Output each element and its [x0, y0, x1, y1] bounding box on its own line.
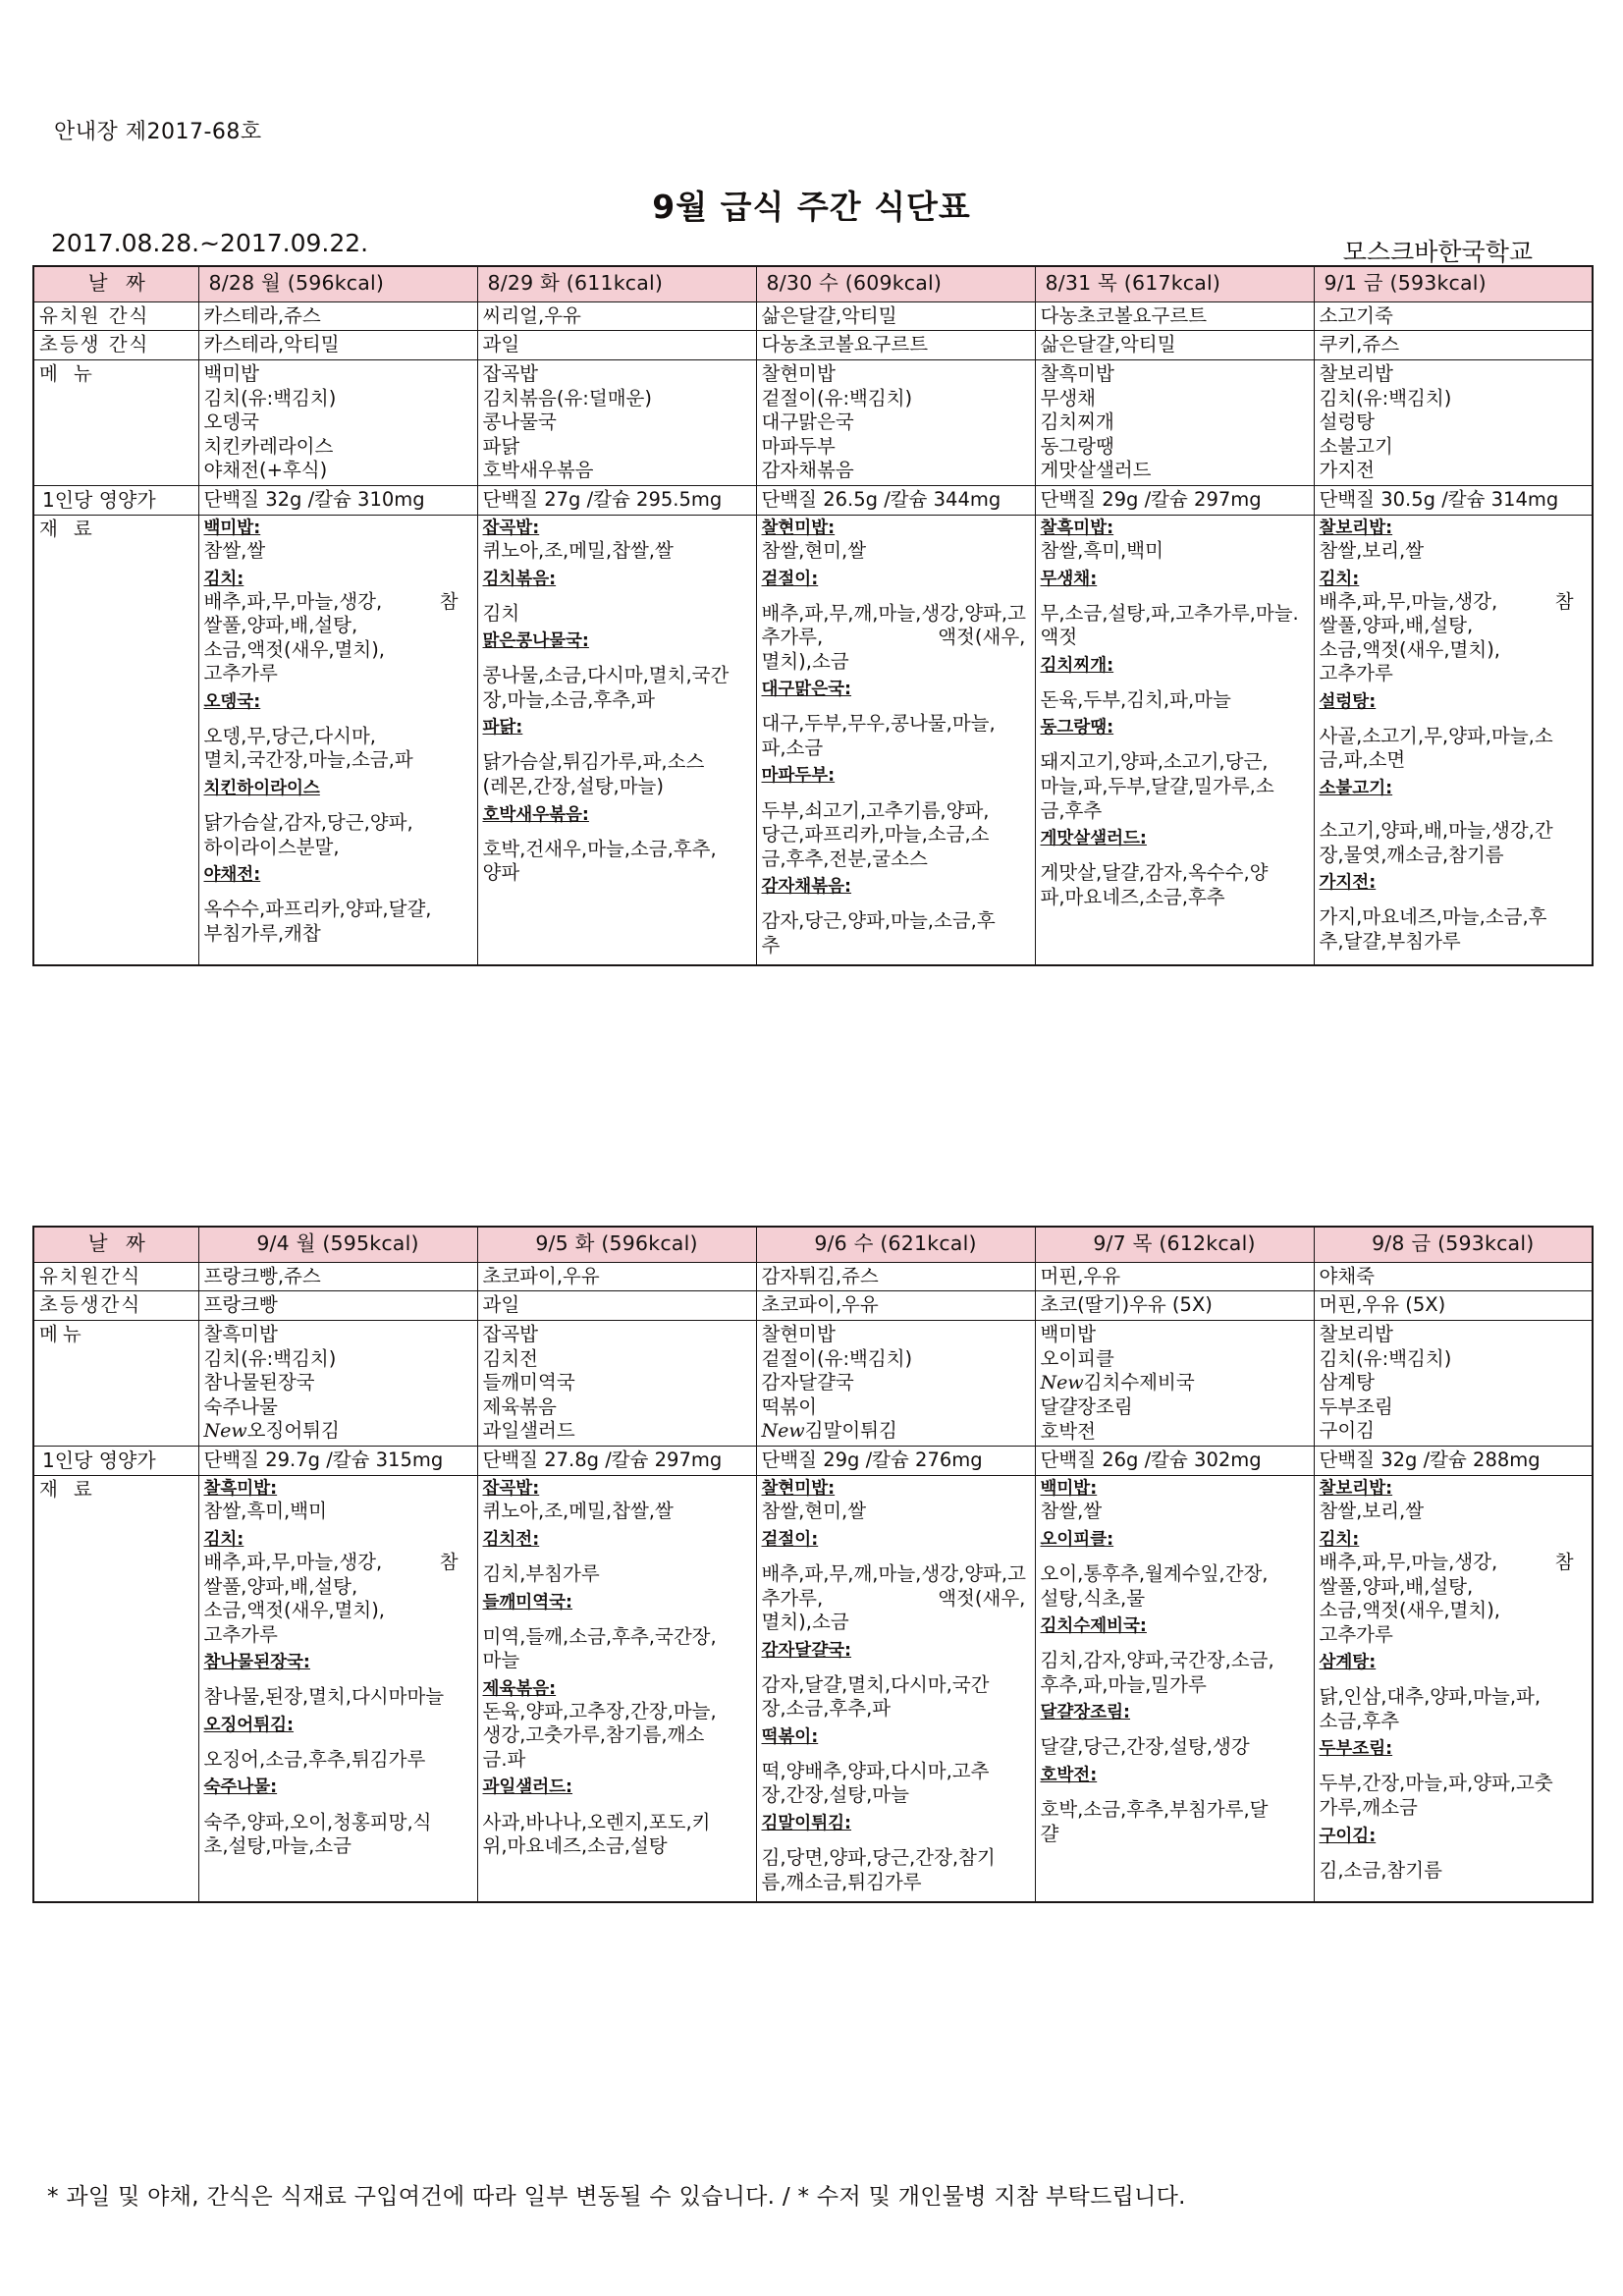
ingredient-list: 배추,파,무,마늘,생강, 참쌀풀,양파,배,설탕, 소금,액젓(새우,멸치), 고추가루: [203, 589, 459, 685]
column-header-date: 날 짜: [33, 266, 198, 301]
kindergarten-snack-day-4: 머핀,우유: [1035, 1262, 1314, 1291]
ingredient-dish-name: 야채전:: [203, 865, 261, 886]
ingredient-list: 사과,바나나,오렌지,포도,키 위,마요네즈,소금,설탕: [482, 1810, 711, 1858]
ingredient-list: 퀴노아,조,메밀,찹쌀,쌀: [482, 539, 674, 562]
menu-item: 오뎅국: [203, 410, 260, 434]
nutrition-day-3: 단백질 29g /칼슘 276mg: [756, 1447, 1035, 1476]
elementary-snack-day-2: 과일: [477, 331, 756, 360]
ingredient-list: 두부,간장,마늘,파,양파,고춧 가루,깨소금: [1319, 1772, 1553, 1820]
menu-item: 백미밥: [203, 361, 260, 385]
menu-day-5: [1314, 1320, 1593, 1446]
week2-menu-table: [32, 1226, 1594, 1903]
ingredient-list: 배추,파,무,마늘,생강, 참쌀풀,양파,배,설탕, 소금,액젓(새우,멸치), 고추가루: [1319, 589, 1574, 685]
ingredient-dish-name: 무생채:: [1040, 569, 1098, 589]
menu-item: 오이피클: [1040, 1346, 1114, 1370]
new-badge: New: [1040, 1372, 1084, 1394]
menu-item: 파닭: [482, 434, 520, 458]
ingredient-dish-name: 찰현미밥:: [761, 1479, 836, 1500]
ingredient-list: 게맛살,달걀,감자,옥수수,양 파,마요네즈,소금,후추: [1040, 861, 1269, 908]
ingredient-list: 배추,파,무,깨,마늘,생강,양파,고추가루, 액젓(새우,멸치),소금: [761, 1561, 1026, 1634]
ingredient-dish-name: 맑은콩나물국:: [482, 631, 589, 652]
elementary-snack-day-4: 삶은달걀,악티밀: [1035, 331, 1314, 360]
kindergarten-snack-day-1: 프랑크빵,쥬스: [198, 1262, 477, 1291]
ingredient-dish-name: 김치찌개:: [1040, 655, 1114, 676]
ingredient-list: 김치: [482, 601, 520, 625]
menu-item: 김치볶음(유:덜매운): [482, 386, 652, 410]
week1-menu-table: [32, 265, 1594, 966]
ingredient-dish-name: 김치:: [203, 569, 244, 589]
row-label-nutrition: 1인당 영양가: [33, 1447, 198, 1476]
ingredient-list: 달걀,당근,간장,설탕,생강: [1040, 1735, 1250, 1759]
menu-day-1: [198, 1320, 477, 1446]
ingredient-list: 김,소금,참기름: [1319, 1858, 1442, 1882]
menu-item: 호박새우볶음: [482, 459, 594, 482]
kindergarten-snack-row: [33, 1262, 1593, 1291]
ingredient-list: 소고기,양파,배,마늘,생강,간 장,물엿,깨소금,참기름: [1319, 819, 1553, 866]
ingredient-list: 배추,파,무,마늘,생강, 참쌀풀,양파,배,설탕, 소금,액젓(새우,멸치), 고추가루: [1319, 1550, 1574, 1646]
menu-item: 호박전: [1040, 1419, 1097, 1443]
ingredient-dish-name: 찰흑미밥:: [1040, 518, 1114, 538]
ingredient-list: 돼지고기,양파,소고기,당근, 마늘,파,두부,달걀,밀가루,소 금,후추: [1040, 750, 1274, 822]
column-header-date: 날 짜: [33, 1227, 198, 1262]
ingredient-list: 가지,마요네즈,마늘,소금,후 추,달걀,부침가루: [1319, 905, 1547, 953]
ingredient-dish-name: 김치:: [203, 1529, 244, 1550]
elementary-snack-day-4: 초코(딸기)우유 (5X): [1035, 1291, 1314, 1321]
ingredient-dish-name: 동그랑땡:: [1040, 718, 1114, 738]
new-badge: New: [203, 1420, 247, 1443]
ingredient-dish-name: 두부조림:: [1319, 1739, 1393, 1760]
menu-day-3: [756, 359, 1035, 485]
ingredient-list: 돈육,양파,고추장,간장,마늘, 생강,고춧가루,참기름,깨소 금.파: [482, 1699, 717, 1771]
ingredient-dish-name: 가지전:: [1319, 873, 1377, 894]
table-header-row: [33, 1227, 1593, 1262]
ingredient-list: 참쌀,흑미,백미: [1040, 539, 1163, 562]
ingredient-list: 배추,파,무,깨,마늘,생강,양파,고추가루, 액젓(새우,멸치),소금: [761, 601, 1026, 673]
menu-day-3: [756, 1320, 1035, 1446]
row-label-elementary-snack: 초등생간식: [33, 1291, 198, 1321]
menu-item: 숙주나물: [203, 1394, 278, 1418]
menu-item: 겉절이(유:백김치): [761, 386, 913, 410]
ingredient-list: 떡,양배추,양파,다시마,고추 장,간장,설탕,마늘: [761, 1759, 990, 1807]
ingredient-dish-name: 숙주나물:: [203, 1777, 278, 1798]
nutrition-day-2: 단백질 27.8g /칼슘 297mg: [477, 1447, 756, 1476]
ingredient-dish-name: 들깨미역국:: [482, 1592, 573, 1613]
menu-item: 찰보리밥: [1319, 361, 1393, 385]
menu-item: New김말이튀김: [761, 1419, 897, 1443]
menu-day-2: [477, 1320, 756, 1446]
ingredient-list: 호박,건새우,마늘,소금,후추, 양파: [482, 837, 717, 885]
kindergarten-snack-day-4: 다농초코볼요구르트: [1035, 301, 1314, 331]
ingredients-row: [33, 1476, 1593, 1902]
menu-item: 참나물된장국: [203, 1371, 315, 1394]
column-header-day-2: 9/5 화 (596kcal): [477, 1227, 756, 1262]
menu-item: New김치수제비국: [1040, 1371, 1195, 1394]
ingredients-day-2: [477, 1476, 756, 1902]
ingredient-list: 오징어,소금,후추,튀김가루: [203, 1747, 426, 1771]
ingredients-day-3: [756, 515, 1035, 965]
menu-item: 잡곡밥: [482, 361, 539, 385]
menu-item: 김치(유:백김치): [203, 386, 337, 410]
ingredient-list: 콩나물,소금,다시마,멸치,국간장,마늘,소금,후추,파: [482, 664, 730, 711]
kindergarten-snack-day-3: 삶은달걀,악티밀: [756, 301, 1035, 331]
kindergarten-snack-day-2: 씨리얼,우유: [477, 301, 756, 331]
ingredient-list: 배추,파,무,마늘,생강, 참쌀풀,양파,배,설탕, 소금,액젓(새우,멸치), 고추가루: [203, 1550, 459, 1646]
ingredient-dish-name: 잡곡밥:: [482, 518, 540, 538]
ingredient-dish-name: 김치전:: [482, 1529, 540, 1550]
ingredient-list: 닭가슴살,튀김가루,파,소스 (레몬,간장,설탕,마늘): [482, 750, 705, 797]
menu-item: 김치(유:백김치): [1319, 1346, 1452, 1370]
ingredient-list: 감자,달걀,멸치,다시마,국간 장,소금,후추,파: [761, 1672, 990, 1721]
footnote: * 과일 및 야채, 간식은 식재료 구입여건에 따라 일부 변동될 수 있습니다. / * 수저 및 개인물병 지참 부탁드립니다.: [47, 2184, 1186, 2210]
menu-item: 구이김: [1319, 1419, 1376, 1443]
kindergarten-snack-day-1: 카스테라,쥬스: [198, 301, 477, 331]
page-title: 9월 급식 주간 식단표: [652, 188, 971, 226]
ingredient-dish-name: 마파두부:: [761, 766, 836, 787]
menu-item: 삼계탕: [1319, 1371, 1376, 1394]
menu-day-4: [1035, 1320, 1314, 1446]
ingredients-day-1: [198, 515, 477, 965]
menu-item: 콩나물국: [482, 410, 557, 434]
ingredient-dish-name: 오징어튀김:: [203, 1715, 295, 1735]
ingredient-list: 닭,인삼,대추,양파,마늘,파, 소금,후추: [1319, 1685, 1542, 1732]
menu-row: [33, 359, 1593, 485]
menu-item: 백미밥: [1040, 1322, 1097, 1345]
ingredient-dish-name: 대구맑은국:: [761, 680, 852, 700]
ingredient-list: 대구,두부,무우,콩나물,마늘, 파,소금: [761, 712, 996, 759]
ingredient-list: 참쌀,현미,쌀: [761, 1500, 867, 1523]
ingredient-dish-name: 잡곡밥:: [482, 1479, 540, 1500]
ingredient-list: 감자,당근,양파,마늘,소금,후 추: [761, 909, 996, 957]
ingredient-dish-name: 삼계탕:: [1319, 1653, 1377, 1673]
row-label-nutrition: 1인당 영양가: [33, 485, 198, 515]
ingredient-list: 숙주,양파,오이,청홍피망,식 초,설탕,마늘,소금: [203, 1810, 432, 1858]
nutrition-day-4: 단백질 29g /칼슘 297mg: [1035, 485, 1314, 515]
ingredient-list: 참나물,된장,멸치,다시마마늘: [203, 1685, 445, 1709]
date-range: 2017.08.28.~2017.09.22.: [51, 229, 369, 257]
ingredient-dish-name: 게맛살샐러드:: [1040, 829, 1147, 849]
ingredient-list: 돈육,두부,김치,파,마늘: [1040, 687, 1231, 711]
menu-item: 대구맑은국: [761, 410, 854, 434]
elementary-snack-day-1: 카스테라,악티밀: [198, 331, 477, 360]
ingredient-dish-name: 찰보리밥:: [1319, 518, 1393, 538]
ingredient-dish-name: 김치볶음:: [482, 569, 557, 589]
menu-day-2: [477, 359, 756, 485]
menu-item: 감자채볶음: [761, 459, 854, 482]
menu-item: 두부조림: [1319, 1394, 1393, 1418]
ingredient-list: 참쌀,쌀: [203, 539, 266, 562]
ingredient-dish-name: 김치수제비국:: [1040, 1616, 1147, 1637]
menu-item: 가지전: [1319, 459, 1376, 482]
ingredient-dish-name: 김치:: [1319, 569, 1360, 589]
column-header-day-2: 8/29 화 (611kcal): [477, 266, 756, 301]
nutrition-day-1: 단백질 32g /칼슘 310mg: [198, 485, 477, 515]
ingredient-dish-name: 오뎅국:: [203, 691, 261, 712]
nutrition-day-4: 단백질 26g /칼슘 302mg: [1035, 1447, 1314, 1476]
ingredient-dish-name: 오이피클:: [1040, 1529, 1114, 1550]
column-header-day-3: 8/30 수 (609kcal): [756, 266, 1035, 301]
ingredient-dish-name: 구이김:: [1319, 1826, 1377, 1846]
menu-item: 잡곡밥: [482, 1322, 539, 1345]
menu-item: 찰흑미밥: [203, 1322, 278, 1345]
ingredient-dish-name: 호박새우볶음:: [482, 804, 589, 825]
kindergarten-snack-day-3: 감자튀김,쥬스: [756, 1262, 1035, 1291]
row-label-ingredients: 재 료: [33, 515, 198, 965]
ingredient-dish-name: 감자채볶음:: [761, 877, 852, 898]
ingredients-day-4: [1035, 1476, 1314, 1902]
menu-item: 소불고기: [1319, 434, 1393, 458]
ingredient-list: 김치,감자,양파,국간장,소금, 후추,파,마늘,밀가루: [1040, 1649, 1274, 1696]
menu-item: 김치전: [482, 1346, 539, 1370]
menu-item: 달걀장조림: [1040, 1395, 1133, 1419]
menu-item: 무생채: [1040, 386, 1097, 410]
ingredient-list: 미역,들깨,소금,후추,국간장, 마늘: [482, 1624, 717, 1672]
ingredient-dish-name: 겉절이:: [761, 1529, 819, 1550]
ingredient-list: 오이,통후추,월계수잎,간장, 설탕,식초,물: [1040, 1561, 1269, 1610]
nutrition-day-3: 단백질 26.5g /칼슘 344mg: [756, 485, 1035, 515]
ingredient-dish-name: 호박전:: [1040, 1765, 1098, 1785]
new-badge: New: [761, 1420, 805, 1443]
ingredient-dish-name: 치킨하이라이스: [203, 779, 320, 799]
column-header-day-4: 8/31 목 (617kcal): [1035, 266, 1314, 301]
ingredient-dish-name: 파닭:: [482, 718, 523, 738]
column-header-day-5: 9/8 금 (593kcal): [1314, 1227, 1593, 1262]
ingredients-day-2: [477, 515, 756, 965]
ingredients-day-4: [1035, 515, 1314, 965]
ingredient-dish-name: 과일샐러드:: [482, 1777, 573, 1798]
kindergarten-snack-day-2: 초코파이,우유: [477, 1262, 756, 1291]
nutrition-day-1: 단백질 29.7g /칼슘 315mg: [198, 1447, 477, 1476]
ingredient-list: 김,당면,양파,당근,간장,참기 름,깨소금,튀김가루: [761, 1846, 996, 1893]
ingredient-dish-name: 감자달걀국:: [761, 1640, 852, 1661]
kindergarten-snack-row: [33, 301, 1593, 331]
ingredients-day-5: [1314, 1476, 1593, 1902]
ingredient-dish-name: 달걀장조림:: [1040, 1703, 1131, 1723]
row-label-ingredients: 재 료: [33, 1476, 198, 1902]
column-header-day-4: 9/7 목 (612kcal): [1035, 1227, 1314, 1262]
elementary-snack-day-3: 다농초코볼요구르트: [756, 331, 1035, 360]
menu-item: 김치(유:백김치): [1319, 386, 1452, 410]
ingredient-dish-name: 김말이튀김:: [761, 1814, 852, 1834]
ingredient-list: 김치,부침가루: [482, 1561, 600, 1585]
ingredient-dish-name: 겉절이:: [761, 569, 819, 589]
nutrition-row: [33, 485, 1593, 515]
ingredient-list: 무,소금,설탕,파,고추가루,마늘.액젓: [1040, 601, 1299, 649]
ingredient-list: 퀴노아,조,메밀,찹쌀,쌀: [482, 1500, 674, 1523]
ingredient-list: 참쌀,보리,쌀: [1319, 1500, 1425, 1523]
menu-item: 찰흑미밥: [1040, 361, 1114, 385]
elementary-snack-day-2: 과일: [477, 1291, 756, 1321]
menu-item: 설렁탕: [1319, 410, 1376, 434]
ingredient-list: 닭가슴살,감자,당근,양파, 하이라이스분말,: [203, 811, 413, 858]
ingredient-list: 참쌀,쌀: [1040, 1500, 1103, 1523]
ingredient-dish-name: 백미밥:: [203, 518, 261, 538]
row-label-elementary-snack: 초등생 간식: [33, 331, 198, 360]
menu-item: New오징어튀김: [203, 1419, 340, 1443]
ingredient-list: 오뎅,무,당근,다시마, 멸치,국간장,마늘,소금,파: [203, 724, 413, 772]
nutrition-day-2: 단백질 27g /칼슘 295.5mg: [477, 485, 756, 515]
ingredient-list: 호박,소금,후추,부침가루,달 걀: [1040, 1797, 1269, 1845]
ingredient-dish-name: 소불고기:: [1319, 779, 1393, 799]
kindergarten-snack-day-5: 야채죽: [1314, 1262, 1593, 1291]
row-label-kindergarten-snack: 유치원 간식: [33, 301, 198, 331]
menu-item: 감자달걀국: [761, 1371, 854, 1394]
elementary-snack-day-1: 프랑크빵: [198, 1291, 477, 1321]
document-number: 안내장 제2017-68호: [54, 120, 262, 144]
ingredient-dish-name: 제육볶음:: [482, 1678, 557, 1699]
menu-item: 제육볶음: [482, 1394, 557, 1418]
ingredient-list: 참쌀,보리,쌀: [1319, 539, 1425, 562]
elementary-snack-day-5: 머핀,우유 (5X): [1314, 1291, 1593, 1321]
elementary-snack-row: [33, 331, 1593, 360]
menu-item: 과일샐러드: [482, 1419, 575, 1443]
row-label-menu: 메뉴: [33, 1320, 198, 1446]
menu-item: 들깨미역국: [482, 1371, 575, 1394]
table-header-row: [33, 266, 1593, 301]
ingredients-day-5: [1314, 515, 1593, 965]
ingredient-dish-name: 찰보리밥:: [1319, 1479, 1393, 1500]
menu-item: 겉절이(유:백김치): [761, 1346, 913, 1370]
kindergarten-snack-day-5: 소고기죽: [1314, 301, 1593, 331]
menu-item: 게맛살샐러드: [1040, 459, 1152, 482]
row-label-menu: 메 뉴: [33, 359, 198, 485]
menu-day-5: [1314, 359, 1593, 485]
ingredients-day-1: [198, 1476, 477, 1902]
menu-day-1: [198, 359, 477, 485]
menu-item: 야채전(+후식): [203, 459, 328, 482]
ingredient-dish-name: 설렁탕:: [1319, 691, 1377, 712]
ingredient-list: 옥수수,파프리카,양파,달걀, 부침가루,캐찹: [203, 898, 432, 945]
elementary-snack-day-5: 쿠키,쥬스: [1314, 331, 1593, 360]
menu-item: 김치찌개: [1040, 410, 1114, 434]
ingredients-row: [33, 515, 1593, 965]
menu-item: 김치(유:백김치): [203, 1346, 337, 1370]
elementary-snack-day-3: 초코파이,우유: [756, 1291, 1035, 1321]
column-header-day-3: 9/6 수 (621kcal): [756, 1227, 1035, 1262]
nutrition-row: [33, 1447, 1593, 1476]
ingredient-dish-name: 찰현미밥:: [761, 518, 836, 538]
menu-item: 동그랑땡: [1040, 434, 1114, 458]
menu-item: 찰현미밥: [761, 361, 836, 385]
ingredients-day-3: [756, 1476, 1035, 1902]
ingredient-dish-name: 떡볶이:: [761, 1726, 819, 1747]
menu-item: 찰현미밥: [761, 1322, 836, 1345]
column-header-day-1: 8/28 월 (596kcal): [198, 266, 477, 301]
column-header-day-5: 9/1 금 (593kcal): [1314, 266, 1593, 301]
ingredient-dish-name: 참나물된장국:: [203, 1653, 310, 1673]
ingredient-list: 사골,소고기,무,양파,마늘,소 금,파,소면: [1319, 724, 1553, 772]
school-name: 모스크바한국학교: [1342, 238, 1533, 266]
elementary-snack-row: [33, 1291, 1593, 1321]
menu-day-4: [1035, 359, 1314, 485]
week1-table-wrapper: [32, 265, 1592, 966]
menu-item: 찰보리밥: [1319, 1322, 1393, 1345]
menu-item: 떡볶이: [761, 1394, 818, 1418]
ingredient-list: 두부,쇠고기,고추기름,양파, 당근,파프리카,마늘,소금,소 금,후추,전분,굴소스: [761, 798, 990, 870]
menu-item: 치킨카레라이스: [203, 434, 334, 458]
week2-table-wrapper: [32, 1226, 1592, 1903]
nutrition-day-5: 단백질 32g /칼슘 288mg: [1314, 1447, 1593, 1476]
ingredient-dish-name: 백미밥:: [1040, 1479, 1098, 1500]
menu-item: 마파두부: [761, 434, 836, 458]
ingredient-list: 참쌀,흑미,백미: [203, 1500, 327, 1523]
column-header-day-1: 9/4 월 (595kcal): [198, 1227, 477, 1262]
nutrition-day-5: 단백질 30.5g /칼슘 314mg: [1314, 485, 1593, 515]
ingredient-dish-name: 김치:: [1319, 1529, 1360, 1550]
ingredient-list: 참쌀,현미,쌀: [761, 539, 867, 562]
ingredient-dish-name: 찰흑미밥:: [203, 1479, 278, 1500]
row-label-kindergarten-snack: 유치원간식: [33, 1262, 198, 1291]
menu-row: [33, 1320, 1593, 1446]
